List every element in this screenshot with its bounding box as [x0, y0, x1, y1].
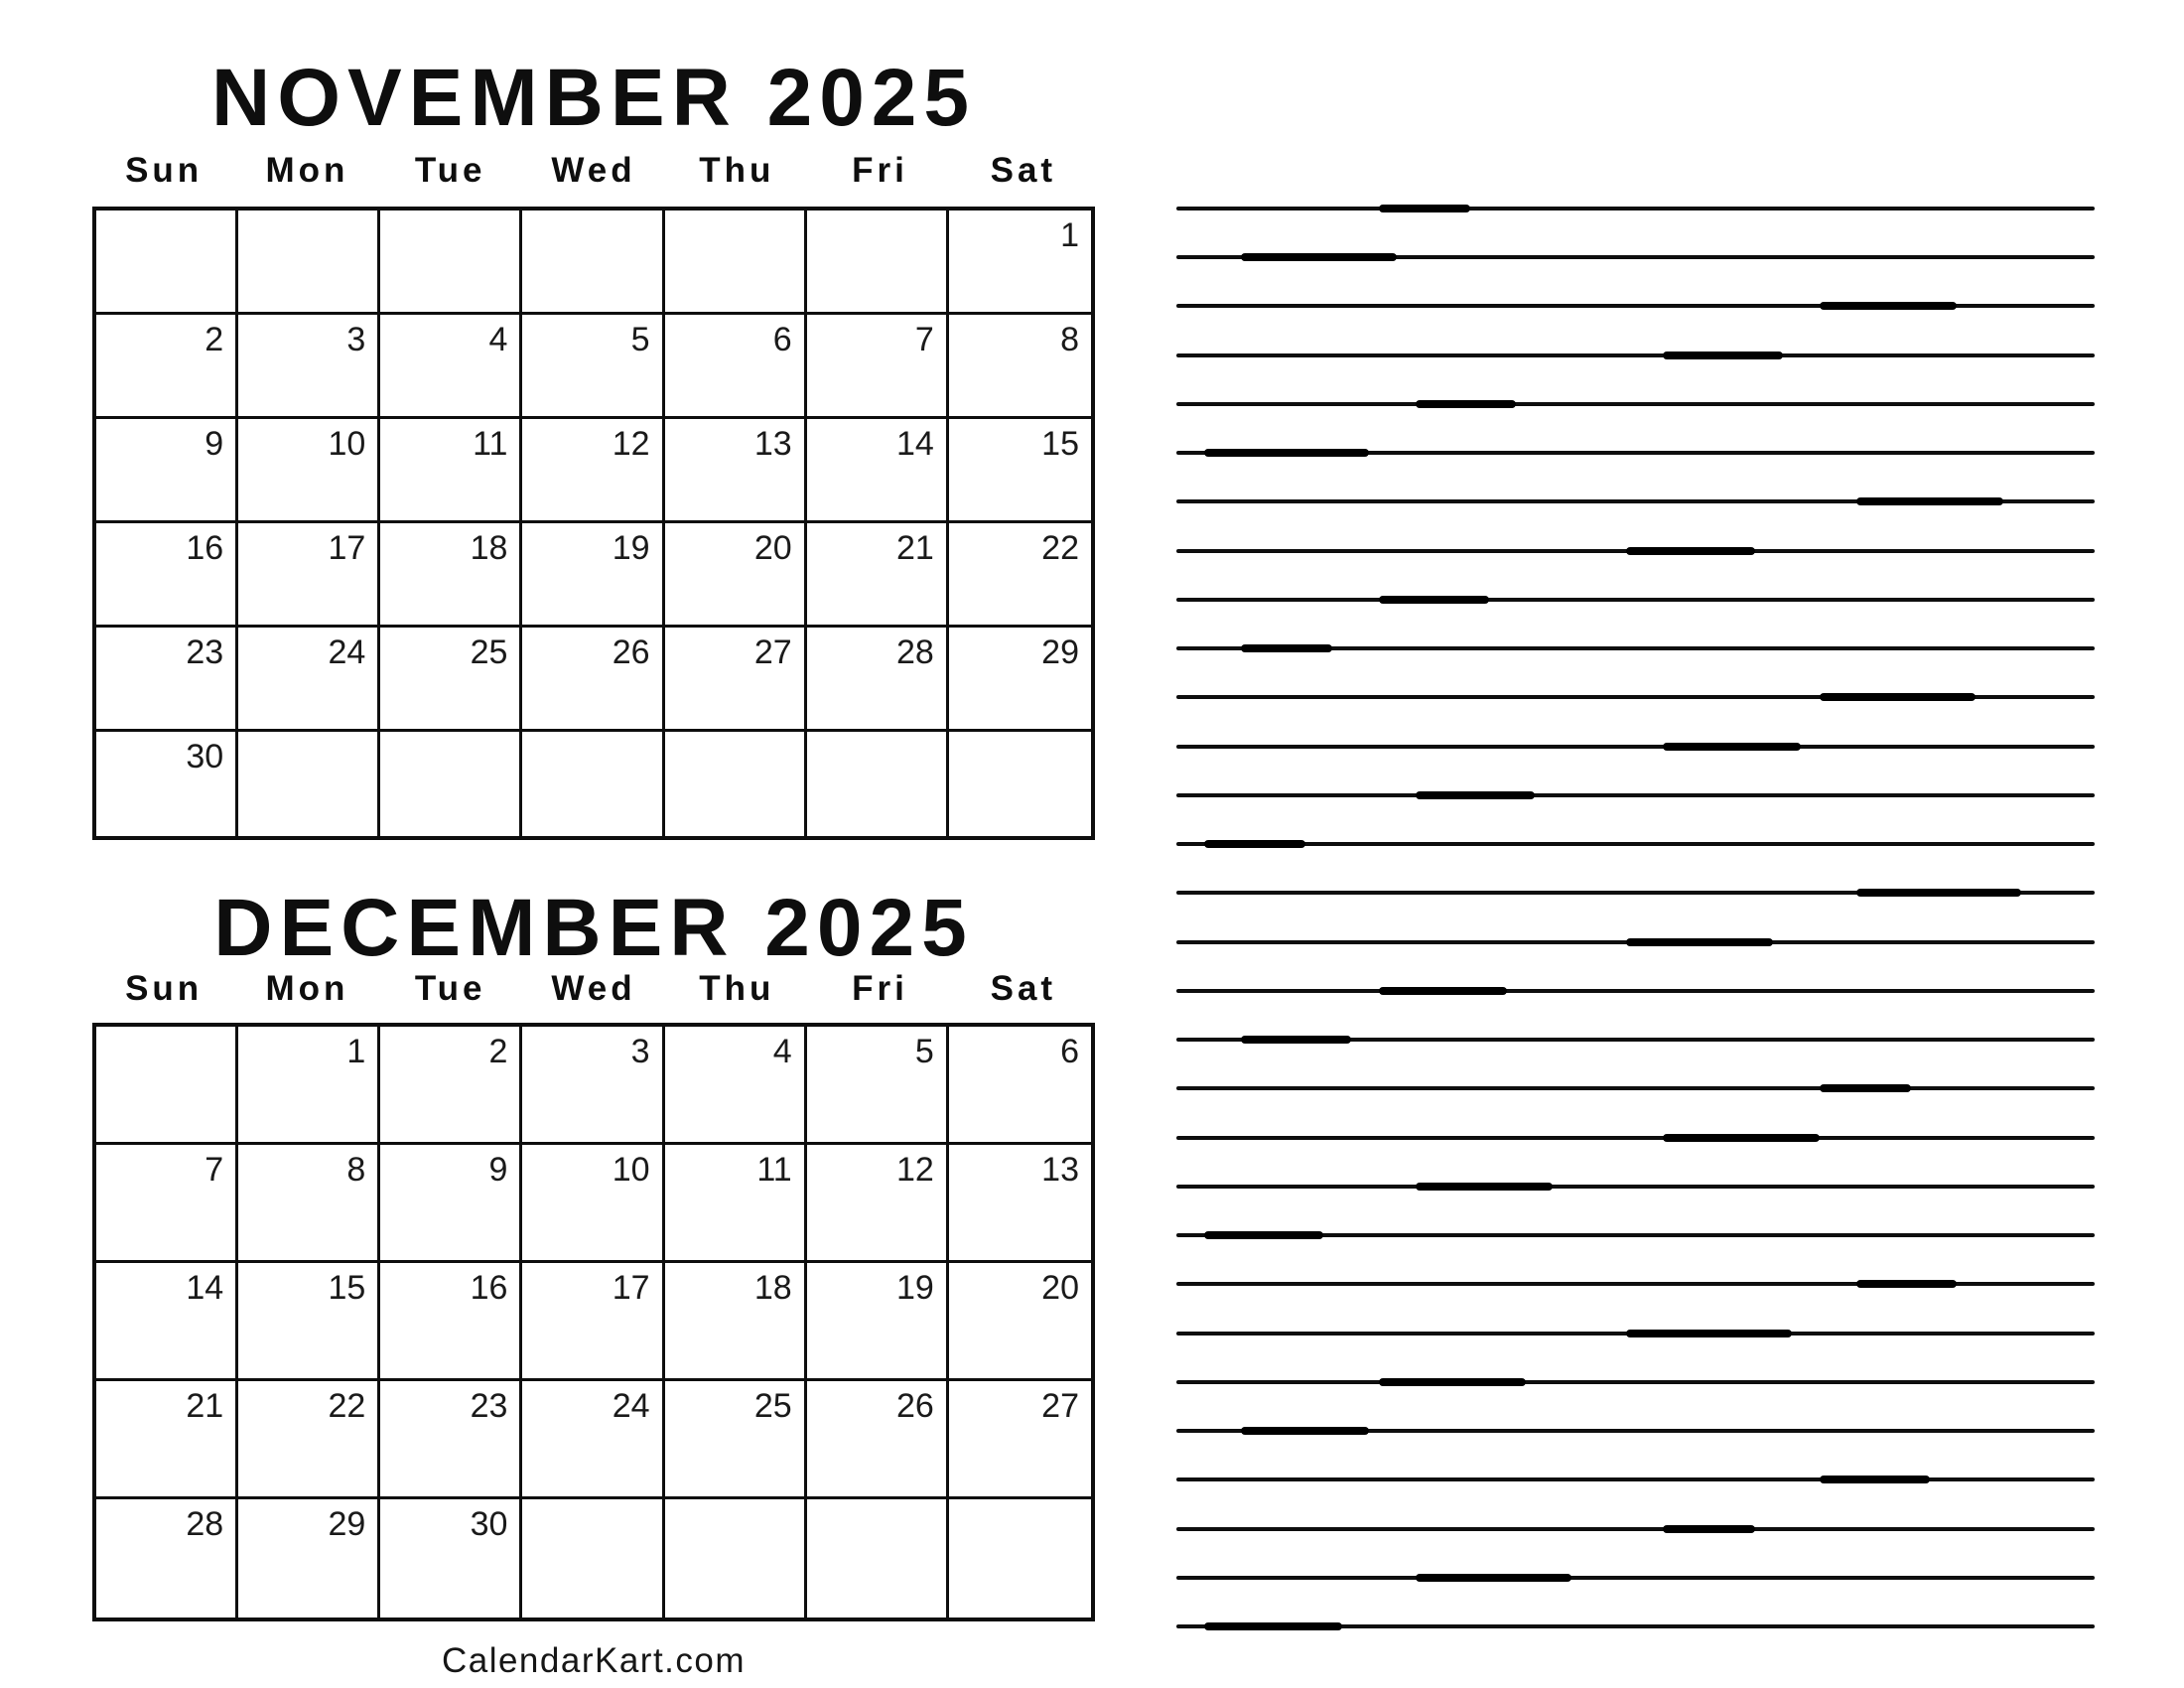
ink-smudge — [1416, 1183, 1554, 1191]
ink-smudge — [1663, 1134, 1819, 1142]
notes-line — [1176, 842, 2095, 846]
notes-line — [1176, 695, 2095, 699]
ink-smudge — [1820, 302, 1958, 310]
ink-smudge — [1416, 791, 1535, 799]
date-cell-17: 17 — [522, 1263, 664, 1381]
ink-smudge — [1379, 205, 1471, 212]
date-cell-6: 6 — [665, 315, 807, 419]
ink-smudge — [1663, 1525, 1755, 1533]
day-header-mon: Mon — [265, 151, 349, 190]
empty-date-cell — [949, 732, 1091, 836]
ink-smudge — [1820, 693, 1976, 701]
date-cell-7: 7 — [807, 315, 949, 419]
date-cell-16: 16 — [96, 523, 238, 628]
date-cell-18: 18 — [665, 1263, 807, 1381]
notes-line — [1176, 1576, 2095, 1580]
notes-line — [1176, 1038, 2095, 1042]
date-cell-13: 13 — [949, 1145, 1091, 1263]
date-cell-26: 26 — [522, 628, 664, 732]
notes-line — [1176, 1136, 2095, 1140]
december-day-header-row — [92, 969, 1095, 1009]
ink-smudge — [1416, 1574, 1571, 1582]
day-header-wed: Wed — [551, 151, 636, 190]
notes-line — [1176, 1477, 2095, 1481]
day-header-wed: Wed — [551, 969, 636, 1008]
date-cell-8: 8 — [949, 315, 1091, 419]
date-cell-17: 17 — [238, 523, 380, 628]
december-grid — [92, 1023, 1095, 1621]
date-cell-30: 30 — [96, 732, 238, 836]
notes-line — [1176, 989, 2095, 993]
date-cell-20: 20 — [665, 523, 807, 628]
empty-date-cell — [522, 1499, 664, 1618]
notes-line — [1176, 1527, 2095, 1531]
date-cell-11: 11 — [665, 1145, 807, 1263]
date-cell-7: 7 — [96, 1145, 238, 1263]
date-cell-26: 26 — [807, 1381, 949, 1499]
notes-line — [1176, 1429, 2095, 1433]
date-cell-20: 20 — [949, 1263, 1091, 1381]
empty-date-cell — [380, 211, 522, 315]
ink-smudge — [1204, 1622, 1342, 1630]
date-cell-28: 28 — [96, 1499, 238, 1618]
november-title: NOVEMBER 2025 — [210, 53, 977, 143]
day-header-sat: Sat — [990, 969, 1057, 1008]
date-cell-11: 11 — [380, 419, 522, 523]
ink-smudge — [1626, 1330, 1792, 1337]
november-grid — [92, 207, 1095, 840]
ink-smudge — [1379, 596, 1489, 604]
notes-line — [1176, 1233, 2095, 1237]
day-header-tue: Tue — [414, 151, 486, 190]
empty-date-cell — [238, 211, 380, 315]
date-cell-21: 21 — [96, 1381, 238, 1499]
ink-smudge — [1416, 400, 1517, 408]
ink-smudge — [1241, 644, 1333, 652]
notes-line — [1176, 1282, 2095, 1286]
notes-line — [1176, 402, 2095, 406]
ink-smudge — [1241, 1036, 1351, 1044]
date-cell-25: 25 — [380, 628, 522, 732]
date-cell-23: 23 — [380, 1381, 522, 1499]
ink-smudge — [1204, 840, 1305, 848]
date-cell-30: 30 — [380, 1499, 522, 1618]
notes-line — [1176, 793, 2095, 797]
date-cell-21: 21 — [807, 523, 949, 628]
date-cell-10: 10 — [238, 419, 380, 523]
date-cell-16: 16 — [380, 1263, 522, 1381]
empty-date-cell — [949, 1499, 1091, 1618]
notes-line — [1176, 499, 2095, 503]
date-cell-12: 12 — [522, 419, 664, 523]
empty-date-cell — [665, 211, 807, 315]
ink-smudge — [1204, 449, 1370, 457]
notes-line — [1176, 891, 2095, 895]
date-cell-9: 9 — [96, 419, 238, 523]
ink-smudge — [1820, 1084, 1912, 1092]
date-cell-13: 13 — [665, 419, 807, 523]
day-header-sun: Sun — [125, 969, 204, 1008]
notes-line — [1176, 940, 2095, 944]
notes-line — [1176, 451, 2095, 455]
empty-date-cell — [380, 732, 522, 836]
notes-lines-area — [1176, 0, 2095, 1688]
date-cell-29: 29 — [238, 1499, 380, 1618]
november-day-header-row — [92, 151, 1095, 191]
ink-smudge — [1241, 253, 1397, 261]
date-cell-28: 28 — [807, 628, 949, 732]
ink-smudge — [1663, 743, 1801, 751]
empty-date-cell — [238, 732, 380, 836]
date-cell-3: 3 — [522, 1027, 664, 1145]
date-cell-22: 22 — [238, 1381, 380, 1499]
date-cell-25: 25 — [665, 1381, 807, 1499]
date-cell-27: 27 — [949, 1381, 1091, 1499]
ink-smudge — [1379, 987, 1508, 995]
date-cell-12: 12 — [807, 1145, 949, 1263]
empty-date-cell — [522, 732, 664, 836]
date-cell-24: 24 — [522, 1381, 664, 1499]
ink-smudge — [1626, 547, 1755, 555]
empty-date-cell — [522, 211, 664, 315]
empty-date-cell — [807, 1499, 949, 1618]
footer-watermark: CalendarKart.com — [441, 1641, 747, 1680]
notes-line — [1176, 1086, 2095, 1090]
ink-smudge — [1856, 497, 2003, 505]
notes-line — [1176, 598, 2095, 602]
notes-line — [1176, 1332, 2095, 1336]
date-cell-27: 27 — [665, 628, 807, 732]
date-cell-29: 29 — [949, 628, 1091, 732]
day-header-sat: Sat — [990, 151, 1057, 190]
date-cell-6: 6 — [949, 1027, 1091, 1145]
notes-line — [1176, 745, 2095, 749]
date-cell-19: 19 — [807, 1263, 949, 1381]
day-header-sun: Sun — [125, 151, 204, 190]
date-cell-2: 2 — [96, 315, 238, 419]
date-cell-2: 2 — [380, 1027, 522, 1145]
ink-smudge — [1241, 1427, 1370, 1435]
notes-line — [1176, 304, 2095, 308]
day-header-tue: Tue — [414, 969, 486, 1008]
day-header-fri: Fri — [852, 969, 908, 1008]
empty-date-cell — [665, 732, 807, 836]
empty-date-cell — [96, 211, 238, 315]
notes-line — [1176, 1380, 2095, 1384]
empty-date-cell — [807, 211, 949, 315]
ink-smudge — [1204, 1231, 1323, 1239]
date-cell-24: 24 — [238, 628, 380, 732]
date-cell-4: 4 — [380, 315, 522, 419]
date-cell-14: 14 — [807, 419, 949, 523]
date-cell-8: 8 — [238, 1145, 380, 1263]
date-cell-18: 18 — [380, 523, 522, 628]
ink-smudge — [1856, 889, 2022, 897]
date-cell-15: 15 — [238, 1263, 380, 1381]
ink-smudge — [1663, 352, 1782, 359]
ink-smudge — [1626, 938, 1773, 946]
date-cell-4: 4 — [665, 1027, 807, 1145]
date-cell-19: 19 — [522, 523, 664, 628]
notes-line — [1176, 207, 2095, 211]
notes-line — [1176, 1185, 2095, 1189]
notes-line — [1176, 353, 2095, 357]
date-cell-14: 14 — [96, 1263, 238, 1381]
date-cell-9: 9 — [380, 1145, 522, 1263]
date-cell-23: 23 — [96, 628, 238, 732]
date-cell-22: 22 — [949, 523, 1091, 628]
day-header-fri: Fri — [852, 151, 908, 190]
day-header-thu: Thu — [699, 969, 775, 1008]
date-cell-1: 1 — [949, 211, 1091, 315]
notes-line — [1176, 1624, 2095, 1628]
day-header-mon: Mon — [265, 969, 349, 1008]
date-cell-3: 3 — [238, 315, 380, 419]
empty-date-cell — [665, 1499, 807, 1618]
ink-smudge — [1856, 1280, 1958, 1288]
notes-line — [1176, 549, 2095, 553]
empty-date-cell — [96, 1027, 238, 1145]
december-title: DECEMBER 2025 — [213, 883, 974, 973]
ink-smudge — [1820, 1476, 1930, 1483]
notes-line — [1176, 646, 2095, 650]
date-cell-1: 1 — [238, 1027, 380, 1145]
empty-date-cell — [807, 732, 949, 836]
day-header-thu: Thu — [699, 151, 775, 190]
notes-line — [1176, 255, 2095, 259]
date-cell-5: 5 — [807, 1027, 949, 1145]
date-cell-10: 10 — [522, 1145, 664, 1263]
ink-smudge — [1379, 1378, 1526, 1386]
date-cell-15: 15 — [949, 419, 1091, 523]
date-cell-5: 5 — [522, 315, 664, 419]
